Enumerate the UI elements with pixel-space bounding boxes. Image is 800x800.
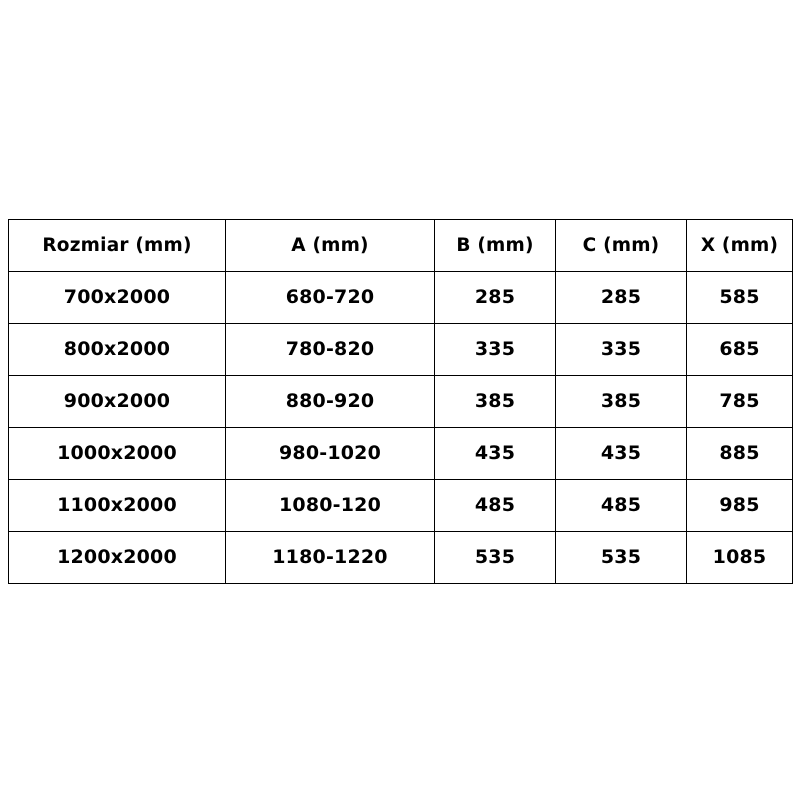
table-row — [9, 428, 793, 480]
column-header-x: X (mm) — [687, 220, 793, 272]
cell-x: 885 — [687, 428, 793, 480]
cell-x: 985 — [687, 480, 793, 532]
cell-x: 585 — [687, 272, 793, 324]
cell-a: 880-920 — [226, 376, 435, 428]
cell-b: 385 — [435, 376, 556, 428]
cell-b: 485 — [435, 480, 556, 532]
cell-rozmiar: 1100x2000 — [9, 480, 226, 532]
table-header-row — [9, 220, 793, 272]
column-header-rozmiar: Rozmiar (mm) — [9, 220, 226, 272]
table-header — [9, 220, 793, 272]
table-row — [9, 324, 793, 376]
cell-b: 435 — [435, 428, 556, 480]
cell-b: 285 — [435, 272, 556, 324]
spec-table — [8, 219, 793, 584]
cell-x: 685 — [687, 324, 793, 376]
table-row — [9, 272, 793, 324]
cell-c: 285 — [556, 272, 687, 324]
column-header-c: C (mm) — [556, 220, 687, 272]
cell-rozmiar: 800x2000 — [9, 324, 226, 376]
cell-rozmiar: 1000x2000 — [9, 428, 226, 480]
column-header-a: A (mm) — [226, 220, 435, 272]
cell-rozmiar: 900x2000 — [9, 376, 226, 428]
cell-b: 535 — [435, 532, 556, 584]
table-row — [9, 480, 793, 532]
cell-a: 1180-1220 — [226, 532, 435, 584]
cell-c: 485 — [556, 480, 687, 532]
spec-table-container — [8, 219, 792, 584]
cell-a: 680-720 — [226, 272, 435, 324]
cell-a: 780-820 — [226, 324, 435, 376]
cell-a: 1080-120 — [226, 480, 435, 532]
cell-c: 335 — [556, 324, 687, 376]
table-row — [9, 376, 793, 428]
cell-rozmiar: 1200x2000 — [9, 532, 226, 584]
cell-x: 785 — [687, 376, 793, 428]
cell-a: 980-1020 — [226, 428, 435, 480]
cell-c: 535 — [556, 532, 687, 584]
cell-c: 435 — [556, 428, 687, 480]
table-row — [9, 532, 793, 584]
cell-x: 1085 — [687, 532, 793, 584]
cell-rozmiar: 700x2000 — [9, 272, 226, 324]
table-body — [9, 272, 793, 584]
cell-c: 385 — [556, 376, 687, 428]
column-header-b: B (mm) — [435, 220, 556, 272]
cell-b: 335 — [435, 324, 556, 376]
